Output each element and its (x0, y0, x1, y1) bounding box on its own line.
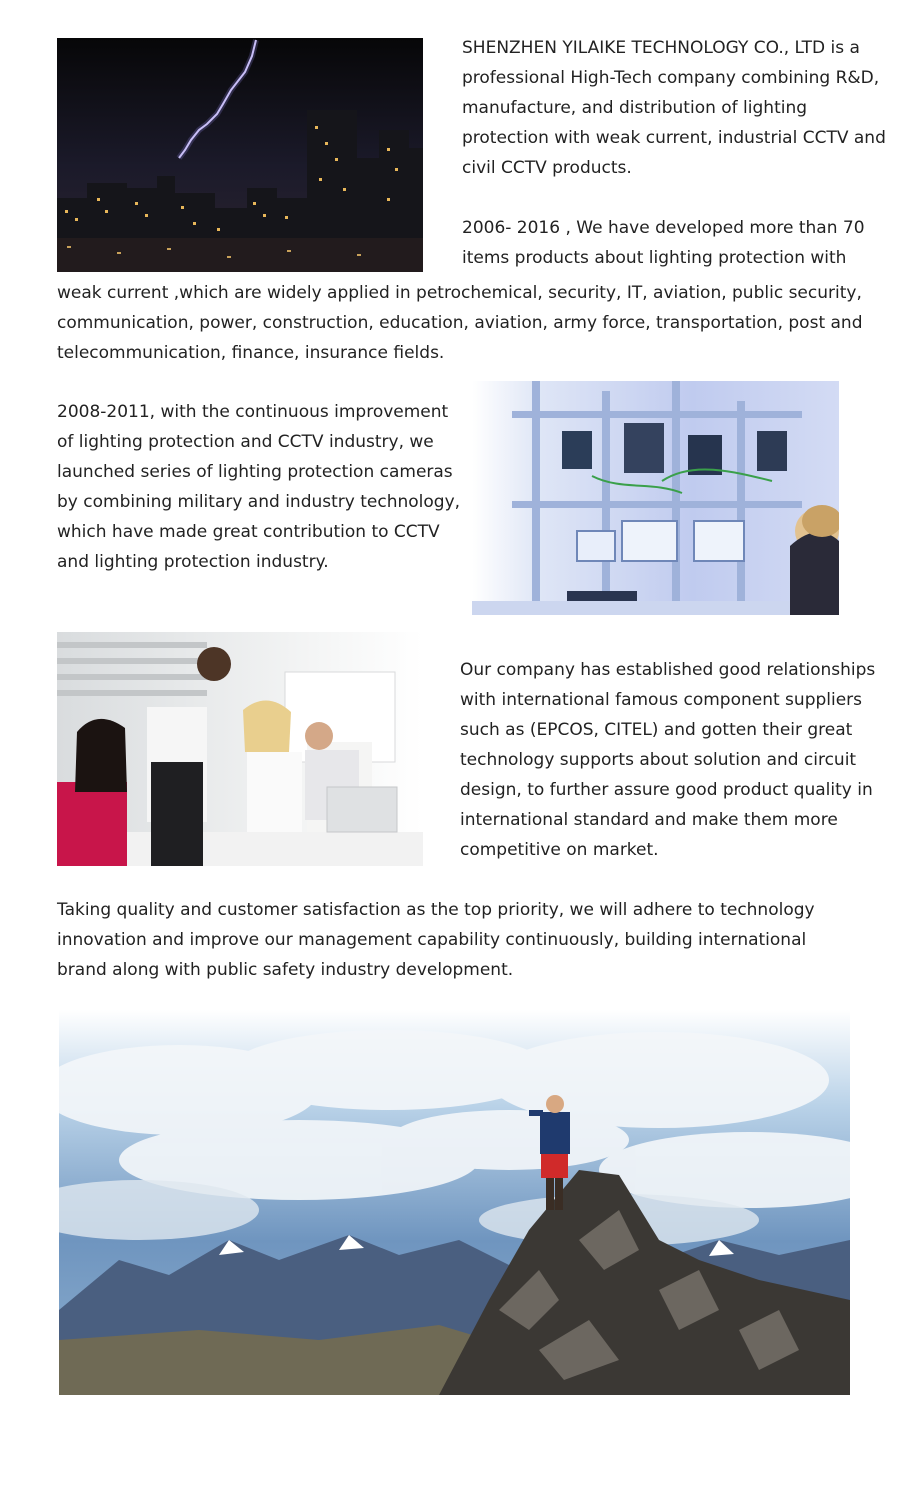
intro-line: civil CCTV products. (462, 158, 632, 178)
partners-line: competitive on market. (460, 840, 659, 860)
partners-line: such as (EPCOS, CITEL) and gotten their great (460, 720, 853, 740)
lab-equipment-photo (472, 381, 839, 615)
lightning-city-photo (57, 38, 423, 272)
partners-line: Our company has established good relationships (460, 660, 876, 680)
priority-line: innovation and improve our management capability continuously, building international (57, 930, 807, 950)
partners-line: technology supports about solution and circuit (460, 750, 857, 770)
history-line: weak current ,which are widely applied in petrochemical, security, IT, aviation, public security, (57, 283, 862, 303)
partners-line: international standard and make them more (460, 810, 838, 830)
priority-line: Taking quality and customer satisfaction as the top priority, we will adhere to technology (57, 900, 815, 920)
history-line: communication, power, construction, education, aviation, army force, transportation, post and (57, 313, 863, 333)
business-meeting-photo (57, 632, 423, 866)
intro-line: protection with weak current, industrial CCTV and (462, 128, 886, 148)
history-line: 2006- 2016 , We have developed more than 70 (462, 218, 865, 238)
intro-line: manufacture, and distribution of lighting (462, 98, 808, 118)
partners-line: with international famous component suppliers (460, 690, 863, 710)
improvement-line: of lighting protection and CCTV industry, we (57, 432, 434, 452)
intro-line: professional High-Tech company combining R&D, (462, 68, 880, 88)
improvement-line: 2008-2011, with the continuous improvement (57, 402, 449, 422)
improvement-line: and lighting protection industry. (57, 552, 329, 572)
mountain-hiker-photo (59, 1010, 850, 1395)
history-line: items products about lighting protection with (462, 248, 847, 268)
history-line: telecommunication, finance, insurance fields. (57, 343, 445, 363)
improvement-line: which have made great contribution to CCTV (57, 522, 440, 542)
partners-line: design, to further assure good product quality in (460, 780, 873, 800)
improvement-line: launched series of lighting protection cameras (57, 462, 453, 482)
priority-line: brand along with public safety industry development. (57, 960, 514, 980)
improvement-line: by combining military and industry technology, (57, 492, 461, 512)
intro-line: SHENZHEN YILAIKE TECHNOLOGY CO., LTD is a (462, 38, 860, 58)
